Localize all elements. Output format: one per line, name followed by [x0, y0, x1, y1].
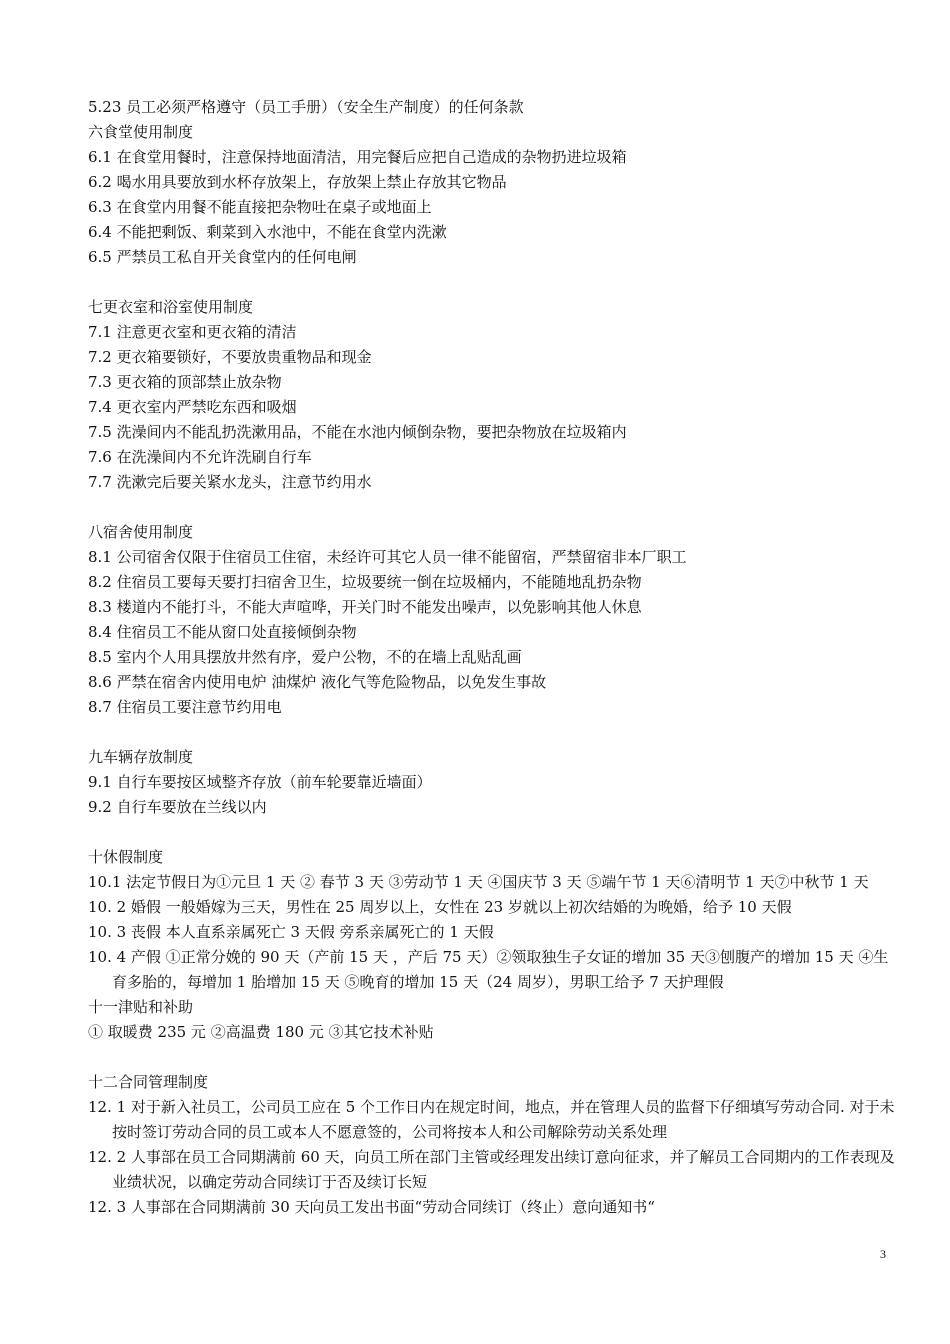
- spacer: [88, 820, 900, 845]
- section-10-title: 十休假制度: [88, 848, 164, 866]
- clause-6-5: 6.5 严禁员工私自开关食堂内的任何电闸: [88, 248, 357, 266]
- document-page: [88, 95, 900, 1220]
- clause-12-3: 12. 3 人事部在合同期满前 30 天向员工发出书面“劳动合同续订（终止）意向通知书“: [88, 1198, 655, 1216]
- section-9-title: 九车辆存放制度: [88, 748, 194, 766]
- clause-10-1: 10.1 法定节假日为①元旦 1 天 ② 春节 3 天 ③劳动节 1 天 ④国庆节 3 天 ⑤端午节 1 天⑥清明节 1 天⑦中秋节 1 天: [88, 873, 869, 891]
- clause-8-1: 8.1 公司宿舍仅限于住宿员工住宿，未经许可其它人员一律不能留宿，严禁留宿非本厂职工: [88, 548, 687, 566]
- clause-6-4: 6.4 不能把剩饭、剩菜到入水池中，不能在食堂内洗漱: [88, 223, 447, 241]
- clause-8-7: 8.7 住宿员工要注意节约用电: [88, 698, 282, 716]
- clause-10-2: 10. 2 婚假 一般婚嫁为三天，男性在 25 周岁以上，女性在 23 岁就以上初次结婚的为晚婚，给予 10 天假: [88, 898, 792, 916]
- clause-10-4: 10. 4 产假 ①正常分娩的 90 天（产前 15 天 ，产后 75 天）②领取独生子女证的增加 35 天③刨腹产的增加 15 天 ④生育多胎的，每增加 1 胎增加 15 天 ⑤晚育的增加 15 天（24 周岁），男职工给予 7 天护理假: [88, 948, 889, 991]
- clause-10-3: 10. 3 丧假 本人直系亲属死亡 3 天假 旁系亲属死亡的 1 天假: [88, 923, 494, 941]
- clause-8-6: 8.6 严禁在宿舍内使用电炉 油煤炉 液化气等危险物品，以免发生事故: [88, 673, 547, 691]
- clause-8-2: 8.2 住宿员工要每天要打扫宿舍卫生，垃圾要统一倒在垃圾桶内，不能随地乱扔杂物: [88, 573, 642, 591]
- spacer: [88, 720, 900, 745]
- section-12-title: 十二合同管理制度: [88, 1073, 209, 1091]
- clause-7-7: 7.7 洗漱完后要关紧水龙头，注意节约用水: [88, 473, 372, 491]
- spacer: [88, 1045, 900, 1070]
- clause-9-1: 9.1 自行车要按区域整齐存放（前车轮要靠近墙面）: [88, 773, 432, 791]
- clause-5-23: 5.23 员工必须严格遵守（员工手册）（安全生产制度）的任何条款: [88, 98, 524, 116]
- section-6-title: 六食堂使用制度: [88, 123, 194, 141]
- clause-6-2: 6.2 喝水用具要放到水杯存放架上，存放架上禁止存放其它物品: [88, 173, 507, 191]
- clause-7-4: 7.4 更衣室内严禁吃东西和吸烟: [88, 398, 297, 416]
- section-7-title: 七更衣室和浴室使用制度: [88, 298, 254, 316]
- clause-7-2: 7.2 更衣箱要锁好，不要放贵重物品和现金: [88, 348, 372, 366]
- clause-7-6: 7.6 在洗澡间内不允许洗刷自行车: [88, 448, 312, 466]
- clause-8-5: 8.5 室内个人用具摆放井然有序，爱户公物，不的在墙上乱贴乱画: [88, 648, 522, 666]
- clause-7-1: 7.1 注意更衣室和更衣箱的清洁: [88, 323, 297, 341]
- clause-9-2: 9.2 自行车要放在兰线以内: [88, 798, 267, 816]
- spacer: [88, 495, 900, 520]
- section-8-title: 八宿舍使用制度: [88, 523, 194, 541]
- page-number: 3: [880, 1247, 886, 1261]
- section-11-title: 十一津贴和补助: [88, 998, 194, 1016]
- clause-12-1: 12. 1 对于新入社员工，公司员工应在 5 个工作日内在规定时间，地点，并在管理人员的监督下仔细填写劳动合同. 对于未按时签订劳动合同的员工或本人不愿意签的，公司将按本人和公司解除劳动关系处理: [88, 1098, 895, 1141]
- section-11-content: ① 取暖费 235 元 ②高温费 180 元 ③其它技术补贴: [88, 1023, 434, 1041]
- clause-12-2: 12. 2 人事部在员工合同期满前 60 天，向员工所在部门主管或经理发出续订意向征求，并了解员工合同期内的工作表现及业绩状况，以确定劳动合同续订于否及续订长短: [88, 1148, 895, 1191]
- clause-6-3: 6.3 在食堂内用餐不能直接把杂物吐在桌子或地面上: [88, 198, 432, 216]
- clause-7-5: 7.5 洗澡间内不能乱扔洗漱用品，不能在水池内倾倒杂物，要把杂物放在垃圾箱内: [88, 423, 627, 441]
- clause-8-4: 8.4 住宿员工不能从窗口处直接倾倒杂物: [88, 623, 357, 641]
- spacer: [88, 270, 900, 295]
- clause-6-1: 6.1 在食堂用餐时，注意保持地面清洁，用完餐后应把自己造成的杂物扔进垃圾箱: [88, 148, 627, 166]
- clause-7-3: 7.3 更衣箱的顶部禁止放杂物: [88, 373, 282, 391]
- clause-8-3: 8.3 楼道内不能打斗，不能大声喧哗，开关门时不能发出噪声，以免影响其他人休息: [88, 598, 642, 616]
